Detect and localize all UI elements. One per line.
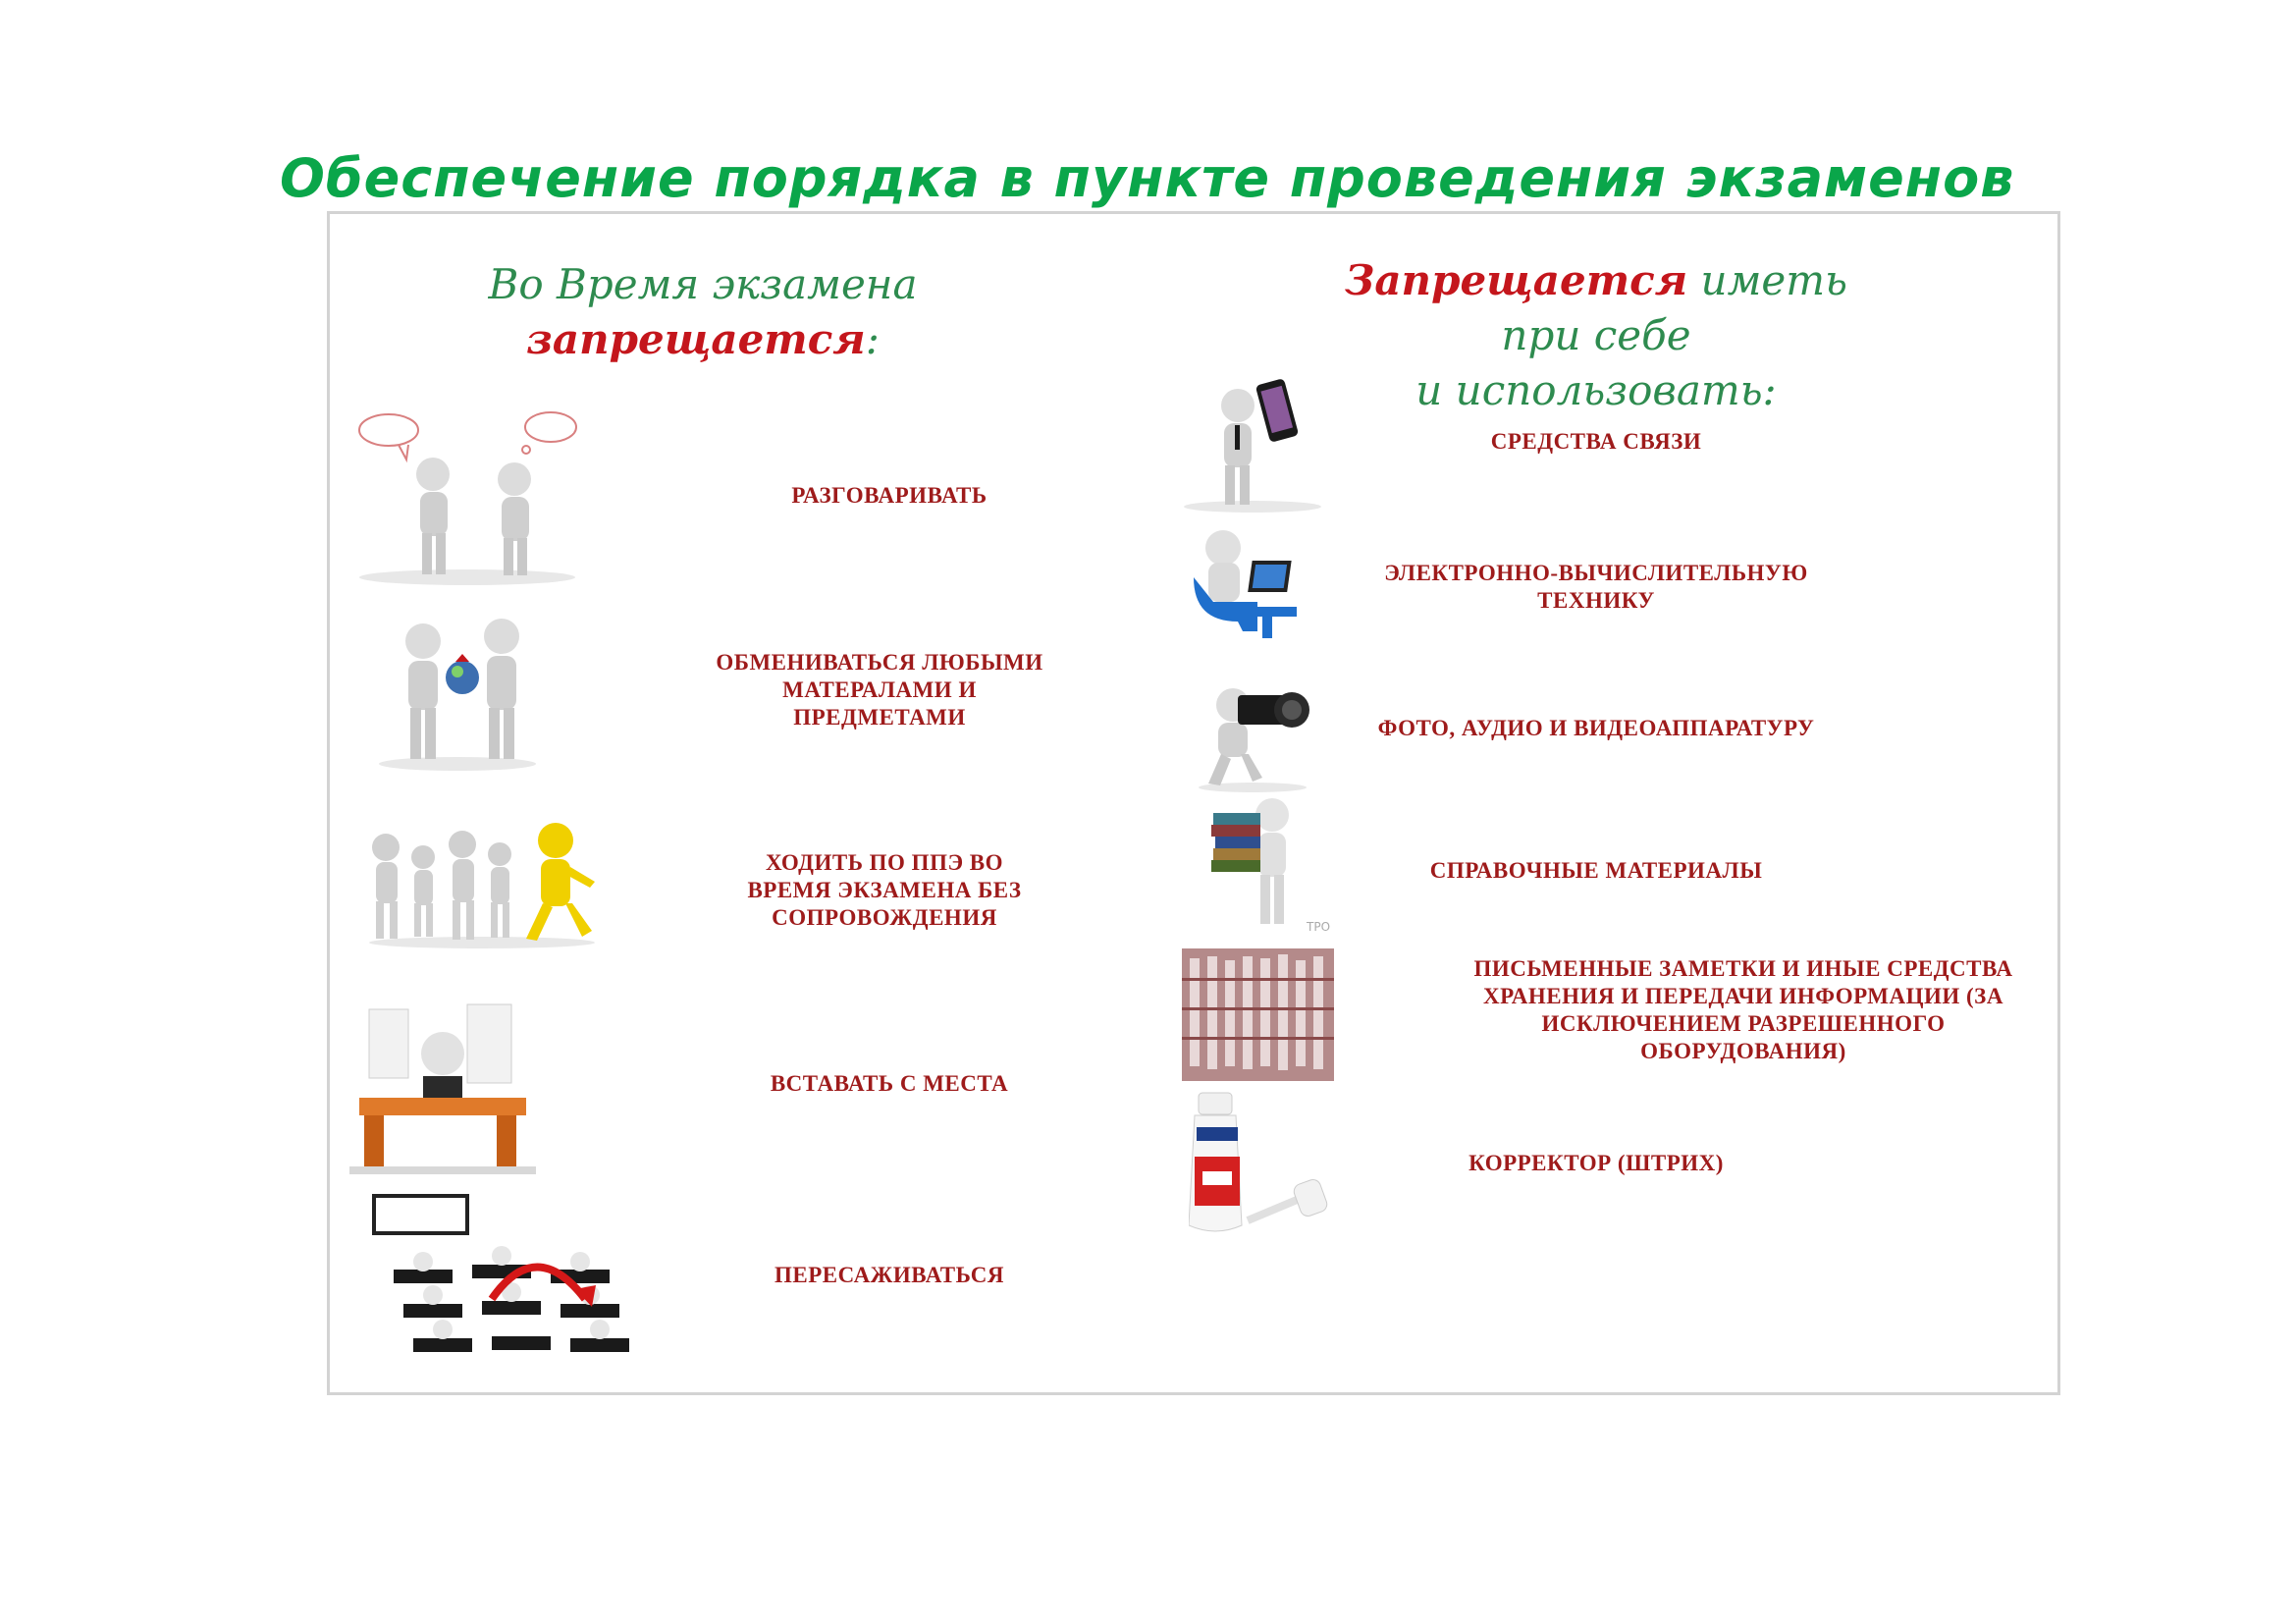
- rule-item-exchange: ОБМЕНИВАТЬСЯ ЛЮБЫМИ МАТЕРАЛАМИ И ПРЕДМЕТАМИ: [716, 650, 1043, 730]
- right-heading-line1: иметь при себе: [1501, 256, 1847, 359]
- right-heading: [1302, 253, 1891, 418]
- rule-item-walking: ХОДИТЬ ПО ППЭ ВО ВРЕМЯ ЭКЗАМЕНА БЕЗ СОПРОВОЖДЕНИЯ: [747, 850, 1022, 930]
- right-heading-forbidden: Запрещается: [1345, 256, 1688, 304]
- rule-item-standing: ВСТАВАТЬ С МЕСТА: [770, 1071, 1009, 1096]
- item-corrector: КОРРЕКТОР (ШТРИХ): [1468, 1151, 1724, 1175]
- camera-figure-icon: [1194, 676, 1321, 793]
- item-written-notes: ПИСЬМЕННЫЕ ЗАМЕТКИ И ИНЫЕ СРЕДСТВА ХРАНЕНИЯ И ПЕРЕДАЧИ ИНФОРМАЦИИ (ЗА ИСКЛЮЧЕНИЕМ РАЗРЕШЕННОГО ОБОРУДОВАНИЯ): [1473, 956, 2013, 1063]
- right-heading-line2: и использовать:: [1415, 366, 1777, 414]
- item-photo-audio-video: ФОТО, АУДИО И ВИДЕОАППАРАТУРУ: [1377, 716, 1815, 740]
- corrector-bottle-icon: [1189, 1088, 1336, 1245]
- rule-item-talking: РАЗГОВАРИВАТЬ: [791, 483, 988, 508]
- left-heading-forbidden: запрещается: [526, 315, 866, 363]
- page-title: Обеспечение порядка в пункте проведения экзаменов: [280, 147, 2015, 209]
- rule-item-reseating: ПЕРЕСАЖИВАТЬСЯ: [774, 1263, 1004, 1287]
- left-heading: [438, 257, 968, 367]
- rules-poster: [327, 211, 2060, 1395]
- left-heading-line1: Во Время экзамена: [488, 260, 918, 308]
- classroom-reseat-icon: [364, 1191, 659, 1373]
- walking-figures-icon: [364, 813, 600, 950]
- talking-figures-icon: [349, 406, 585, 587]
- exchange-figures-icon: [369, 607, 546, 774]
- left-heading-colon: :: [865, 315, 880, 363]
- notes-photo-icon: [1182, 948, 1334, 1081]
- item-reference-materials: СПРАВОЧНЫЕ МАТЕРИАЛЫ: [1429, 858, 1763, 883]
- phone-figure-icon: [1179, 376, 1326, 514]
- item-computing-equipment: ЭЛЕКТРОННО-ВЫЧИСЛИТЕЛЬНУЮ ТЕХНИКУ: [1384, 561, 1808, 613]
- books-figure-icon: [1194, 793, 1341, 936]
- svg-text:ТРО: ТРО: [1307, 920, 1331, 934]
- laptop-figure-icon: [1189, 523, 1316, 641]
- desk-figure-icon: [349, 1000, 536, 1176]
- item-communication: СРЕДСТВА СВЯЗИ: [1490, 429, 1702, 454]
